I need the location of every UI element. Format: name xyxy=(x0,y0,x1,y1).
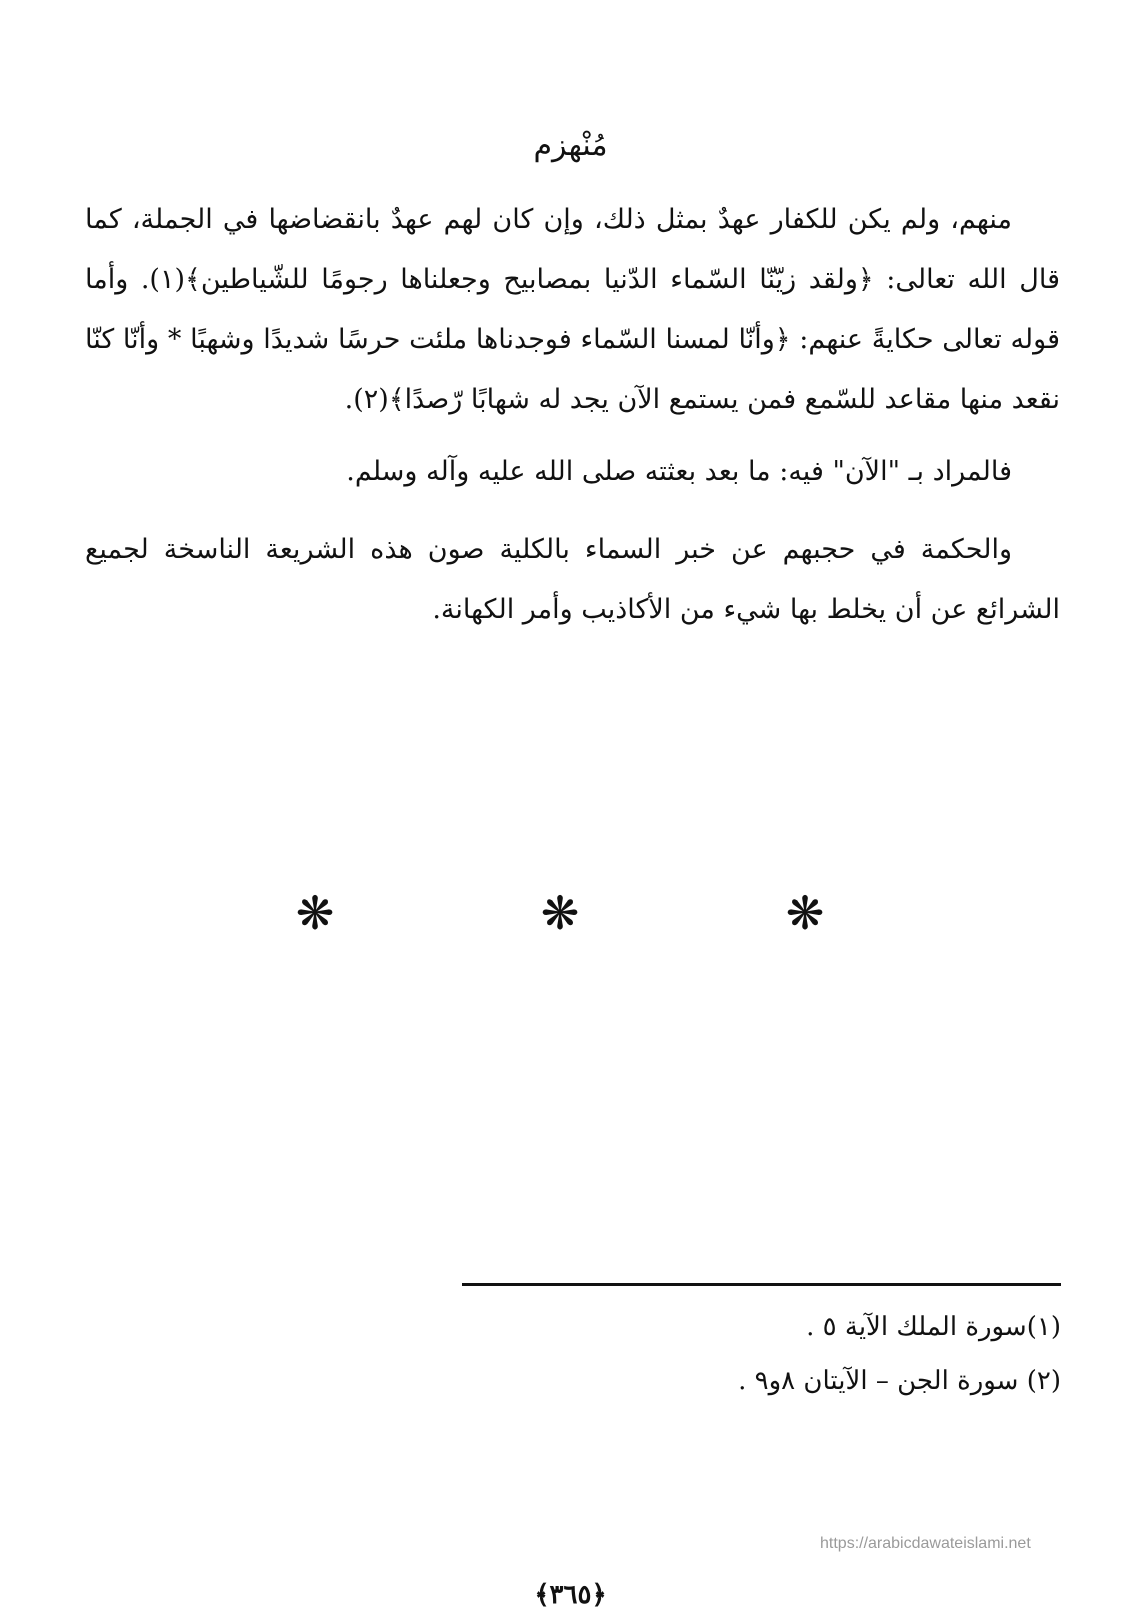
paragraph-2: فالمراد بـ "الآن" فيه: ما بعد بعثته صلى الله عليه وآله وسلم. xyxy=(346,456,1012,487)
footnotes xyxy=(462,1300,1061,1408)
footnote-1: (١)سورة الملك الآية ٥ . xyxy=(806,1312,1061,1342)
footnote-2: (٢) سورة الجن – الآيتان ٨و٩ . xyxy=(738,1366,1061,1396)
ornament-star-icon: ❋ xyxy=(540,886,580,940)
running-head: مُنْهزم xyxy=(533,128,608,163)
section-divider xyxy=(0,888,1141,948)
paragraph-1: منهم، ولم يكن للكفار عهدٌ بمثل ذلك، وإن كان لهم عهدٌ بانقضاضها في الجملة، كما قال الله تعالى: ﴿ولقد زيّنّا السّماء الدّنيا بمصابيح وجعلناها رجومًا للشّياطين﴾(١). وأما قوله تعالى حكايةً عنهم: ﴿وأنّا لمسنا السّماء فوجدناها ملئت حرسًا شديدًا وشهبًا * وأنّا كنّا نقعد منها مقاعد للسّمع فمن يستمع الآن يجد له شهابًا رّصدًا﴾(٢). xyxy=(85,204,1060,415)
ornament-star-icon: ❋ xyxy=(785,886,825,940)
body-text xyxy=(85,190,1060,658)
page-number: ﴿٣٦٥﴾ xyxy=(534,1580,607,1610)
footnote-rule xyxy=(462,1283,1061,1286)
paragraph-3: والحكمة في حجبهم عن خبر السماء بالكلية صون هذه الشريعة الناسخة لجميع الشرائع عن أن يخلط بها شيء من الأكاذيب وأمر الكهانة. xyxy=(85,534,1060,625)
ornament-star-icon: ❋ xyxy=(295,886,335,940)
watermark-url: https://arabicdawateislami.net xyxy=(820,1535,1031,1552)
